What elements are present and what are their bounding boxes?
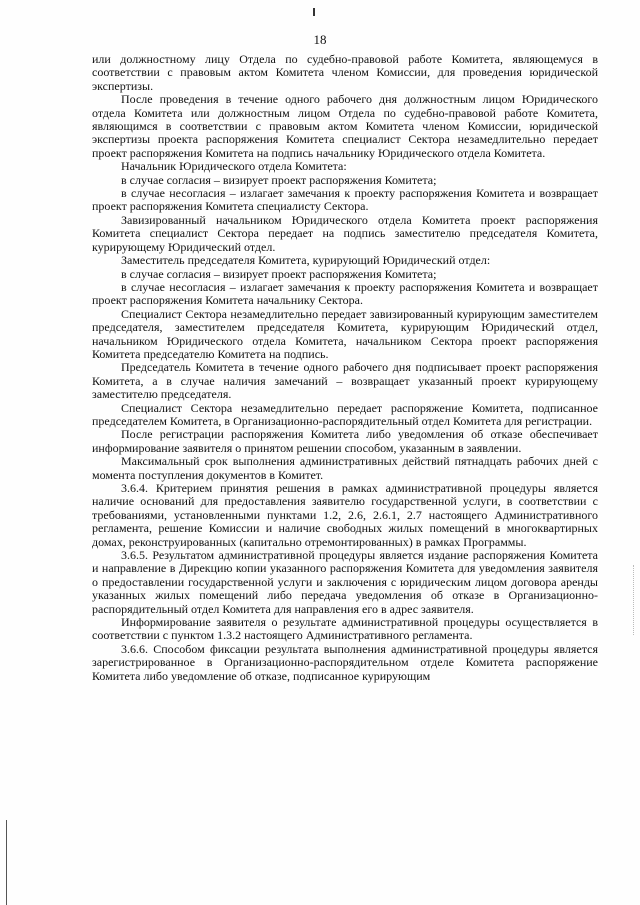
paragraph: 3.6.5. Результатом административной процедуры является издание распоряжения Комитета и направление в Дирекцию копии указанного распоряжения Комитета для уведомления заявителя о предоставлении государственной услуги и заключения с юридическим лицом договора аренды указанных жилых помещений либо передача уведомления об отказе в Организационно-распорядительный отдел Комитета для направления его в адрес заявителя.	[92, 548, 598, 616]
paragraph: Завизированный начальником Юридического отдела Комитета проект распоряжения Комитета специалист Сектора передает на подпись заместителю председателя Комитета, курирующему Юридический отдел.	[92, 212, 598, 254]
page-number: 18	[313, 32, 327, 47]
paragraph: или должностному лицу Отдела по судебно-правовой работе Комитета, являющемуся в соответствии с правовым актом Комитета членом Комиссии, для проведения юридической экспертизы.	[92, 52, 598, 93]
paragraph: в случае несогласия – излагает замечания к проекту распоряжения Комитета и возвращает проект распоряжения Комитета начальнику Сектора.	[92, 279, 598, 308]
paragraph: 3.6.6. Способом фиксации результата выполнения административной процедуры является зарегистрированное в Организационно-распорядительном отделе Комитета распоряжение Комитета либо уведомление об отказе, подписанное курирующим	[92, 641, 598, 683]
paragraph: Максимальный срок выполнения административных действий пятнадцать рабочих дней с момента поступления документов в Комитет.	[92, 454, 598, 482]
paragraph: в случае согласия – визирует проект распоряжения Комитета;	[121, 266, 437, 281]
paragraph: 3.6.4. Критерием принятия решения в рамках административной процедуры является наличие оснований для предоставления заявителю государственной услуги, в соответствии с требованиями, установленными пунктами 1.2, 2.6, 2.6.1, 2.7 настоящего Административного регламента, решение Комиссии и наличие свободных жилых помещений в многоквартирных домах, реконструированных (капитально отремонтированных) в рамках Программы.	[92, 481, 598, 549]
scan-edge-marks	[633, 565, 636, 635]
document-body	[92, 53, 598, 683]
scan-edge-line	[6, 820, 7, 905]
paragraph: Информирование заявителя о результате административной процедуры осуществляется в соответствии с пунктом 1.3.2 настоящего Административного регламента.	[92, 615, 598, 643]
paragraph: Специалист Сектора незамедлительно передает распоряжение Комитета, подписанное председателем Комитета, в Организационно-распорядительный отдел Комитета для регистрации.	[92, 400, 598, 428]
paragraph: Председатель Комитета в течение одного рабочего дня подписывает проект распоряжения Комитета, а в случае наличия замечаний – возвращает указанный проект курирующему заместителю председателя.	[92, 360, 598, 402]
paragraph: в случае несогласия – излагает замечания к проекту распоряжения Комитета и возвращает проект распоряжения Комитета специалисту Сектора.	[92, 186, 598, 214]
paragraph: Специалист Сектора незамедлительно передает завизированный курирующим заместителем председателя, заместителем председателя Комитета, курирующим Юридический отдел, начальником Юридического отдела Комитета, начальником Сектора проект распоряжения Комитета председателю Комитета на подпись.	[92, 306, 598, 361]
paragraph: После проведения в течение одного рабочего дня должностным лицом Юридического отдела Комитета или должностным лицом Отдела по судебно-правовой работе Комитета, являющимся в соответствии с правовым актом Комитета членом Комиссии, юридической экспертизы проекта распоряжения Комитета специалист Сектора незамедлительно передает проект распоряжения Комитета на подпись начальнику Юридического отдела Комитета.	[92, 92, 598, 160]
paragraph: Заместитель председателя Комитета, курирующий Юридический отдел:	[121, 253, 491, 268]
paragraph: Начальник Юридического отдела Комитета:	[121, 159, 347, 174]
scan-mark	[313, 8, 315, 16]
paragraph: в случае согласия – визирует проект распоряжения Комитета;	[121, 172, 437, 187]
paragraph: После регистрации распоряжения Комитета либо уведомления об отказе обеспечивает информирование заявителя о принятом решении способом, указанным в заявлении.	[92, 427, 598, 455]
